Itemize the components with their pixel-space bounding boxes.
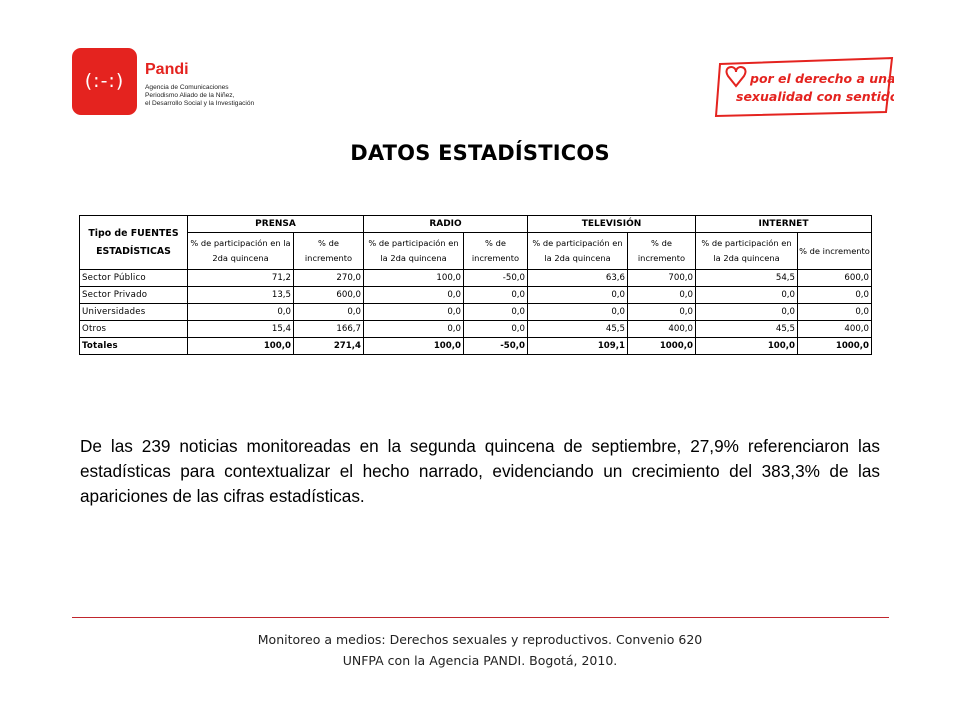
table-row xyxy=(80,321,872,338)
column-header: % de participación en la 2da quincena xyxy=(364,233,464,270)
table-cell: 600,0 xyxy=(294,287,364,304)
campaign-logo-graphic xyxy=(714,56,894,118)
table-cell: 700,0 xyxy=(628,270,696,287)
type-header: Tipo de FUENTES ESTADÍSTICAS xyxy=(80,216,188,270)
column-header: % de participación en la 2da quincena xyxy=(188,233,294,270)
footer xyxy=(0,629,960,671)
page-title: DATOS ESTADÍSTICOS xyxy=(350,141,610,165)
table-row xyxy=(80,287,872,304)
column-header: % de participación en la 2da quincena xyxy=(696,233,798,270)
table-cell: 100,0 xyxy=(364,270,464,287)
table-cell: 54,5 xyxy=(696,270,798,287)
table-cell: 45,5 xyxy=(528,321,628,338)
table-cell: 0,0 xyxy=(464,304,528,321)
row-label: Sector Privado xyxy=(80,287,188,304)
total-cell: 1000,0 xyxy=(798,338,872,355)
group-header-prensa: PRENSA xyxy=(188,216,364,233)
group-header-internet: INTERNET xyxy=(696,216,872,233)
column-header: % de incremento xyxy=(798,233,872,270)
total-cell: -50,0 xyxy=(464,338,528,355)
total-cell: 1000,0 xyxy=(628,338,696,355)
totals-row xyxy=(80,338,872,355)
table-cell: 0,0 xyxy=(528,304,628,321)
campaign-logo-line-2: sexualidad con sentido xyxy=(736,89,894,104)
total-cell: 100,0 xyxy=(364,338,464,355)
statistics-table xyxy=(79,215,872,355)
table-cell: 0,0 xyxy=(798,287,872,304)
column-header: % de incremento xyxy=(294,233,364,270)
pandi-face-icon: (:-:) xyxy=(84,70,125,92)
group-header-television: TELEVISIÓN xyxy=(528,216,696,233)
table-cell: 71,2 xyxy=(188,270,294,287)
footer-line-2: UNFPA con la Agencia PANDI. Bogotá, 2010. xyxy=(342,653,618,668)
table-cell: 13,5 xyxy=(188,287,294,304)
column-header: % de incremento xyxy=(628,233,696,270)
pandi-logo-line: el Desarrollo Social y la Investigación xyxy=(145,100,255,107)
table-row xyxy=(80,270,872,287)
summary-paragraph: De las 239 noticias monitoreadas en la segunda quincena de septiembre, 27,9% referenciaron las estadísticas para contextualizar el hecho narrado, evidenciando un crecimiento del 383,3% de las apariciones de las cifras estadísticas. xyxy=(80,436,880,506)
footer-divider xyxy=(72,617,889,618)
table-cell: 0,0 xyxy=(628,304,696,321)
row-label: Universidades xyxy=(80,304,188,321)
table-cell: 270,0 xyxy=(294,270,364,287)
totals-label: Totales xyxy=(80,338,188,355)
table-cell: 166,7 xyxy=(294,321,364,338)
table-cell: 0,0 xyxy=(696,287,798,304)
table-cell: 0,0 xyxy=(364,321,464,338)
pandi-logo-line: Periodismo Aliado de la Niñez, xyxy=(145,92,235,99)
table-cell: 0,0 xyxy=(364,304,464,321)
total-cell: 109,1 xyxy=(528,338,628,355)
column-header: % de participación en la 2da quincena xyxy=(528,233,628,270)
footer-line-1: Monitoreo a medios: Derechos sexuales y reproductivos. Convenio 620 xyxy=(257,632,703,647)
table-cell: 0,0 xyxy=(798,304,872,321)
table-cell: 0,0 xyxy=(364,287,464,304)
table-cell: 0,0 xyxy=(294,304,364,321)
group-header-radio: RADIO xyxy=(364,216,528,233)
row-label: Otros xyxy=(80,321,188,338)
table-cell: -50,0 xyxy=(464,270,528,287)
table-cell: 400,0 xyxy=(798,321,872,338)
pandi-logo xyxy=(72,48,272,118)
total-cell: 100,0 xyxy=(696,338,798,355)
table-cell: 0,0 xyxy=(696,304,798,321)
table-cell: 0,0 xyxy=(528,287,628,304)
table-row xyxy=(80,304,872,321)
row-label: Sector Público xyxy=(80,270,188,287)
pandi-logo-line: Agencia de Comunicaciones xyxy=(145,84,229,91)
pandi-logo-subtitle xyxy=(145,84,275,108)
campaign-logo xyxy=(714,56,894,118)
heart-icon xyxy=(727,67,746,86)
table-cell: 0,0 xyxy=(464,287,528,304)
table-cell: 600,0 xyxy=(798,270,872,287)
table-cell: 0,0 xyxy=(464,321,528,338)
table-cell: 63,6 xyxy=(528,270,628,287)
total-cell: 271,4 xyxy=(294,338,364,355)
campaign-logo-line-1: por el derecho a una xyxy=(750,71,894,86)
table-cell: 0,0 xyxy=(188,304,294,321)
table-cell: 45,5 xyxy=(696,321,798,338)
table-cell: 400,0 xyxy=(628,321,696,338)
pandi-logo-name: Pandi xyxy=(145,61,189,78)
table-cell: 0,0 xyxy=(628,287,696,304)
total-cell: 100,0 xyxy=(188,338,294,355)
column-header: % de incremento xyxy=(464,233,528,270)
table-cell: 15,4 xyxy=(188,321,294,338)
